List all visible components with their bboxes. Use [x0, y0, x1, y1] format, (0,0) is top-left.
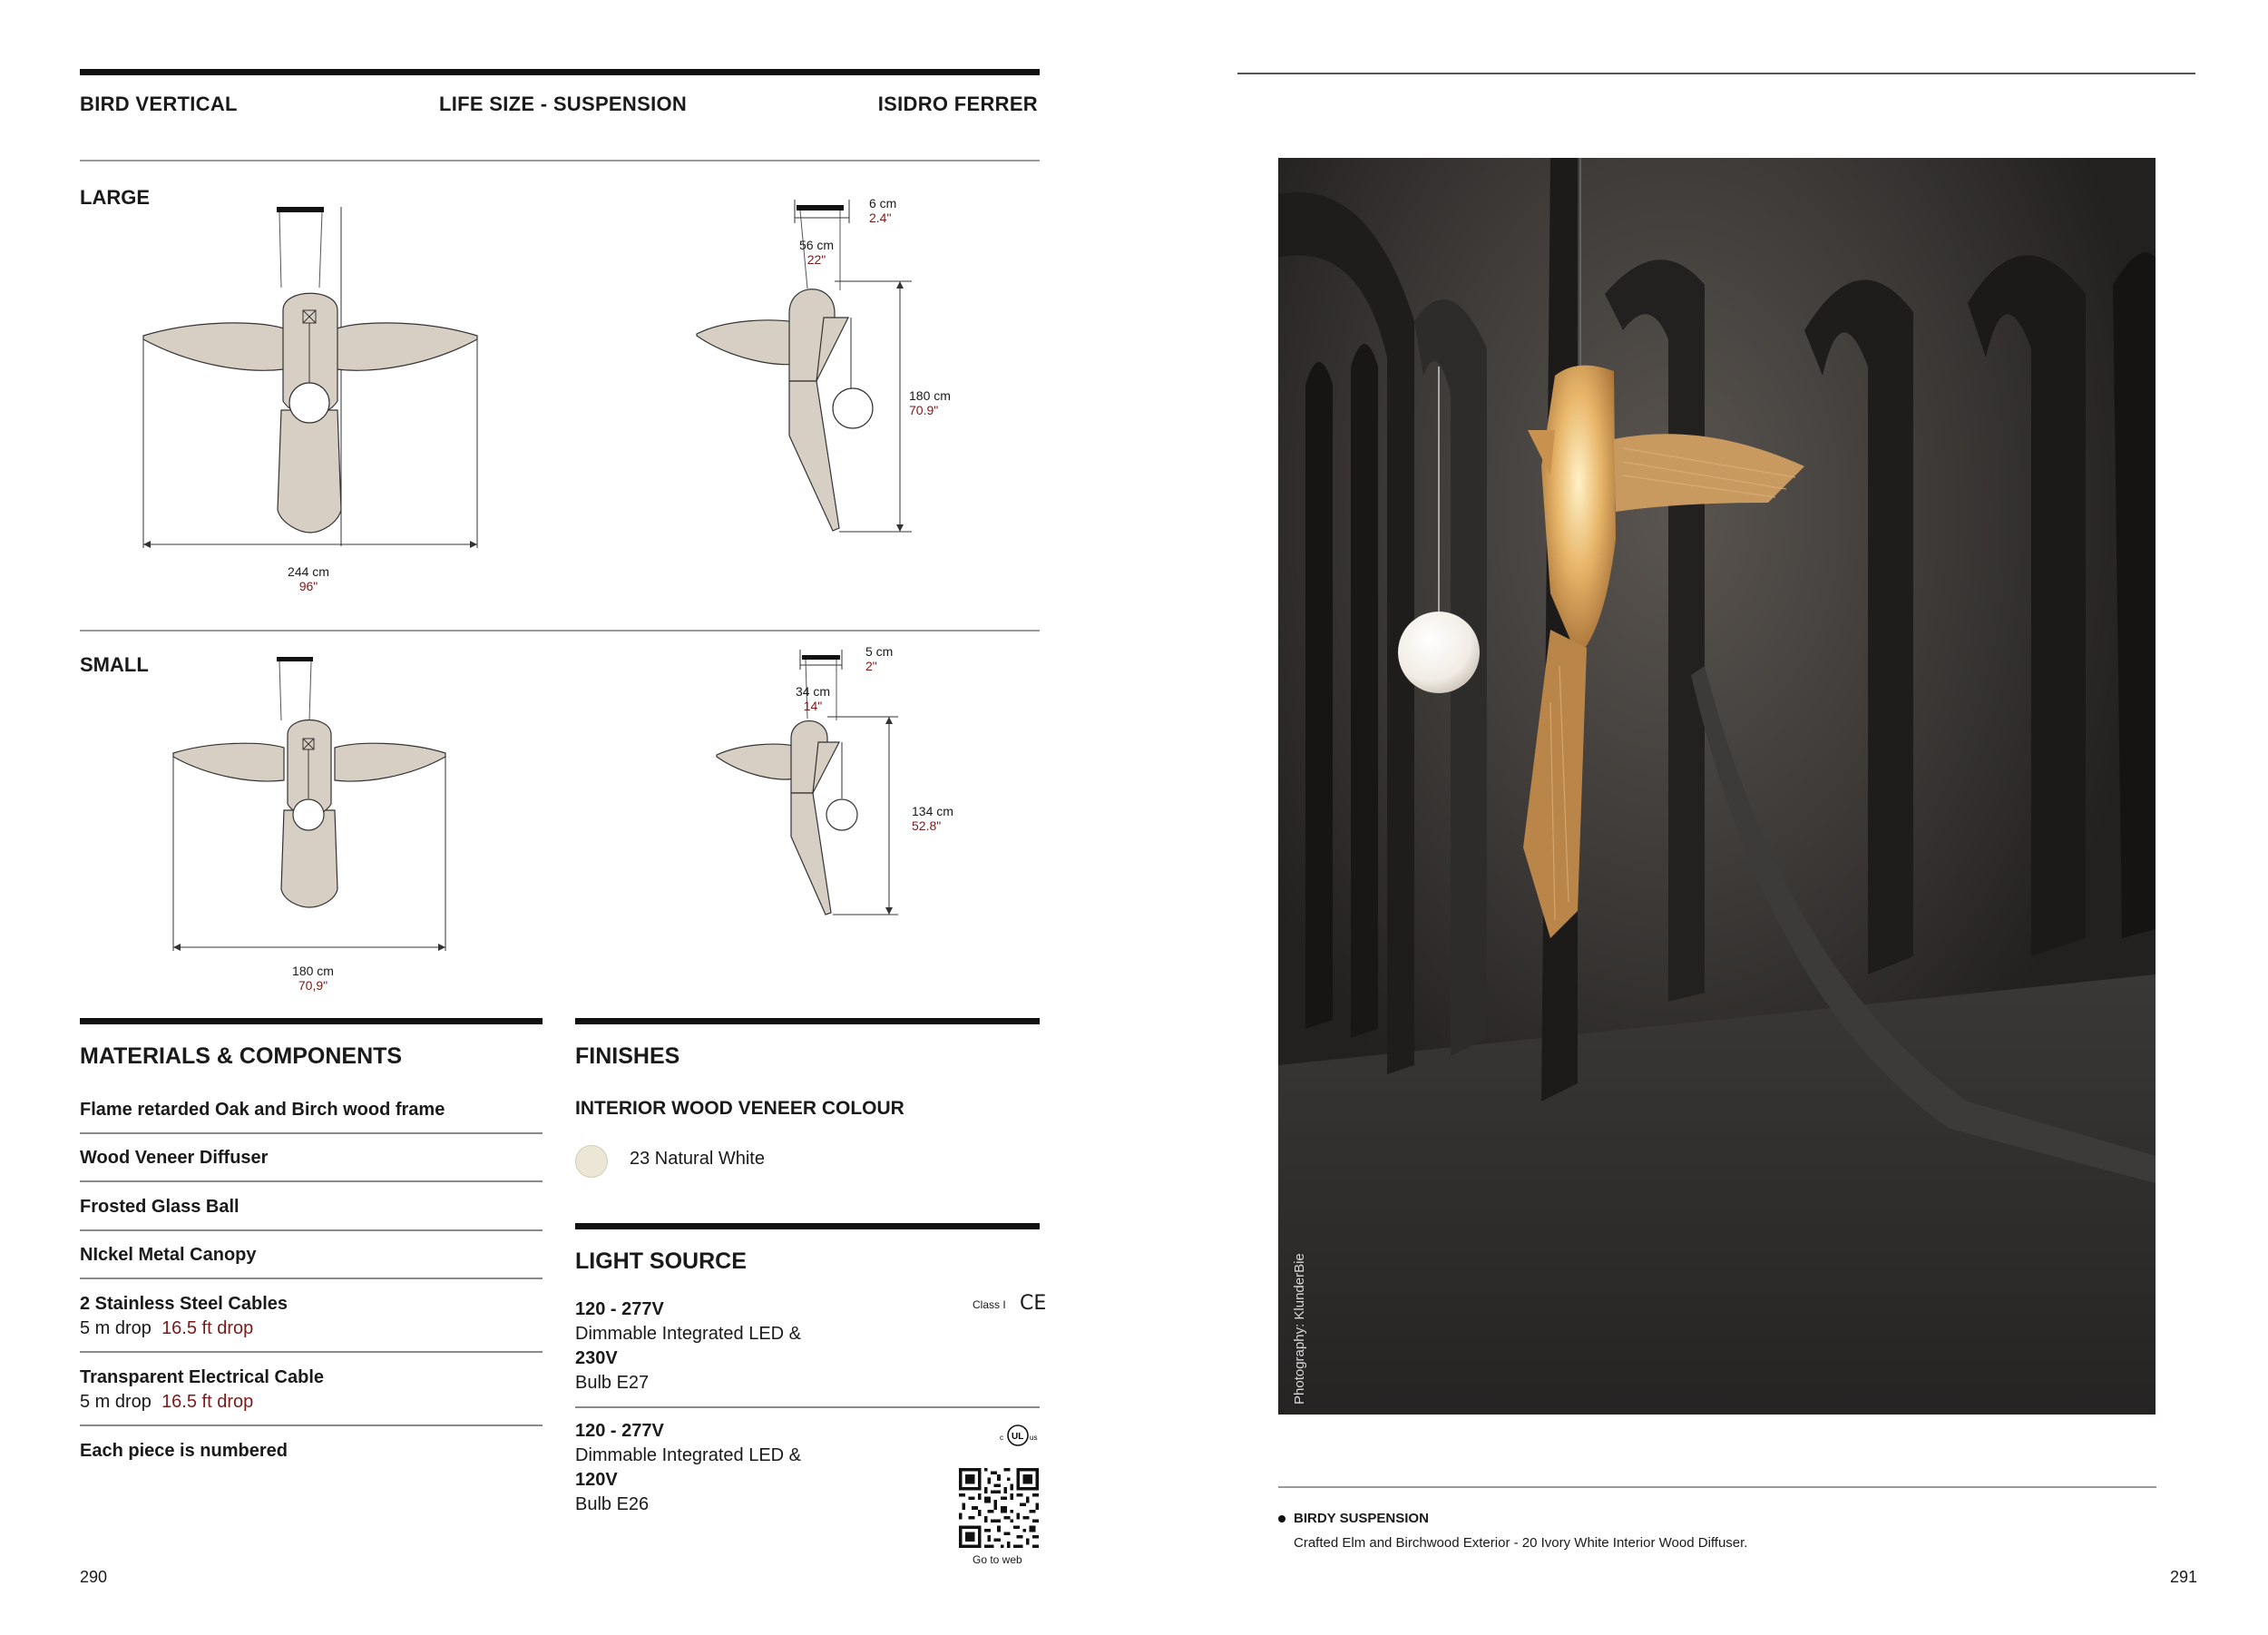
divider: [80, 1425, 543, 1426]
swatch-label: 23 Natural White: [630, 1149, 765, 1169]
size-divider: [80, 630, 1040, 631]
large-width-dim: 244 cm 96": [288, 564, 329, 593]
divider: [80, 1229, 543, 1231]
divider: [80, 1278, 543, 1279]
material-item: Flame retarded Oak and Birch wood frame: [80, 1100, 445, 1120]
light-source-rule: [575, 1223, 1040, 1229]
large-depth-dim: 56 cm 22": [798, 238, 835, 267]
product-photo: [1278, 158, 2156, 1415]
large-front-diagram: [136, 201, 490, 555]
light-option-2: 120 - 277V Dimmable Integrated LED & 120V Bulb E26: [575, 1421, 802, 1514]
size-label-small: SMALL: [80, 653, 149, 676]
qr-code-icon[interactable]: [959, 1468, 1039, 1548]
designer-name: ISIDRO FERRER: [877, 93, 1038, 115]
material-item: NIckel Metal Canopy: [80, 1245, 257, 1265]
caption-title: BIRDY SUSPENSION: [1294, 1511, 1429, 1526]
header-rule: [80, 69, 1040, 75]
materials-title: MATERIALS & COMPONENTS: [80, 1043, 403, 1069]
material-item: Frosted Glass Ball: [80, 1197, 240, 1217]
divider: [80, 1351, 543, 1353]
large-canopy-dim: 6 cm 2.4": [869, 196, 897, 225]
material-item: Transparent Electrical Cable 5 m drop 16.5 ft drop: [80, 1367, 325, 1412]
small-depth-dim: 34 cm 14": [795, 684, 831, 713]
finishes-subtitle: INTERIOR WOOD VENEER COLOUR: [575, 1098, 904, 1119]
caption-rule: [1278, 1486, 2156, 1488]
divider: [80, 1180, 543, 1182]
right-header-rule: [1237, 73, 2195, 74]
bullet-icon: [1278, 1515, 1286, 1522]
product-category: LIFE SIZE - SUSPENSION: [439, 93, 688, 115]
caption-text: Crafted Elm and Birchwood Exterior - 20 Ivory White Interior Wood Diffuser.: [1294, 1535, 1748, 1551]
light-option-1: 120 - 277V Dimmable Integrated LED & 230V Bulb E27: [575, 1299, 802, 1393]
material-item: Each piece is numbered: [80, 1441, 288, 1461]
small-height-dim: 134 cm 52.8": [912, 804, 953, 833]
class-label: Class I: [973, 1298, 1006, 1311]
page-number-right: 291: [2170, 1568, 2198, 1586]
material-item: Wood Veneer Diffuser: [80, 1148, 269, 1168]
svg-text:UL: UL: [1012, 1432, 1024, 1442]
small-width-dim: 180 cm 70,9": [292, 964, 334, 993]
color-swatch[interactable]: [575, 1145, 608, 1178]
light-source-title: LIGHT SOURCE: [575, 1248, 747, 1274]
large-height-dim: 180 cm 70.9": [909, 388, 951, 417]
size-label-large: LARGE: [80, 186, 150, 209]
small-front-diagram: [168, 651, 458, 960]
qr-label[interactable]: Go to web: [973, 1553, 1022, 1566]
divider: [80, 1132, 543, 1134]
svg-text:c: c: [1000, 1434, 1003, 1442]
svg-text:us: us: [1030, 1434, 1038, 1442]
page-number-left: 290: [80, 1568, 108, 1586]
product-name: BIRD VERTICAL: [80, 93, 238, 115]
finishes-title: FINISHES: [575, 1043, 680, 1069]
divider: [575, 1406, 1040, 1408]
photo-credit-vertical: Photography: KlunderBie: [1292, 1253, 1307, 1405]
ce-mark-icon: CE: [1020, 1292, 1047, 1315]
ul-listed-icon: [998, 1423, 1041, 1448]
materials-rule: [80, 1018, 543, 1024]
header-divider: [80, 160, 1040, 162]
material-item: 2 Stainless Steel Cables 5 m drop 16.5 ft drop: [80, 1294, 288, 1338]
finishes-rule: [575, 1018, 1040, 1024]
small-canopy-dim: 5 cm 2": [865, 644, 894, 673]
